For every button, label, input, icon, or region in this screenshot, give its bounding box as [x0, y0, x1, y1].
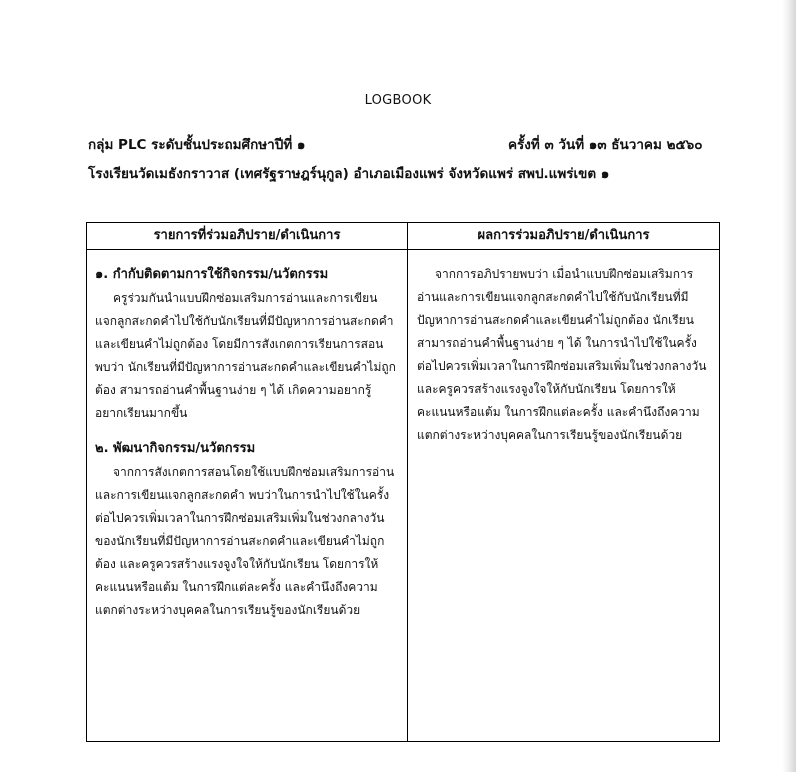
result-text: จากการอภิปรายพบว่า เมื่อนำแบบฝึกซ่อมเสริมการอ่านและการเขียนแจกลูกสะกดคำไปใช้กับนักเรียนที่มีปัญหาการอ่านสะกดคำและเขียนคำไม่ถูกต้อง นักเรียนสามารถอ่านคำพื้นฐานง่าย ๆ ได้ ในการนำไปใช้ในครั้งต่อไปควรเพิ่มเวลาในการฝึกซ่อมเสริมเพิ่มในช่วงกลางวัน และครูควรสร้างแรงจูงใจให้กับนักเรียน โดยการให้คะแนนหรือแต้ม ในการฝึกแต่ละครั้ง และคำนึงถึงความแตกต่างระหว่างบุคคลในการเรียนรู้ของนักเรียนด้วย [417, 267, 707, 442]
section-heading: ๑. กำกับติดตามการใช้กิจกรรม/นวัตกรรม [95, 267, 329, 282]
section-body: ครูร่วมกันนำแบบฝึกซ่อมเสริมการอ่านและการเขียนแจกลูกสะกดคำไปใช้กับนักเรียนที่มีปัญหาการอ่านสะกดคำและเขียนคำไม่ถูกต้อง โดยมีการสังเกตการเรียนการสอน พบว่า นักเรียนที่มีปัญหาการอ่านสะกดคำและเขียนคำไม่ถูกต้อง สามารถอ่านคำพื้นฐานง่าย ๆ ได้ เกิดความอยากรู้ อยากเรียนมากขึ้น [95, 291, 396, 420]
column-header-discussion-items: รายการที่ร่วมอภิปราย/ดำเนินการ [153, 228, 341, 243]
discussion-results-cell [417, 263, 707, 447]
group-heading: กลุ่ม PLC ระดับชั้นประถมศึกษาปีที่ ๑ [88, 137, 306, 153]
header-row-divider [87, 249, 719, 250]
section-body: จากการสังเกตการสอนโดยใช้แบบฝึกซ่อมเสริมการอ่านและการเขียนแจกลูกสะกดคำ พบว่าในการนำไปใช้ในครั้งต่อไปควรเพิ่มเวลาในการฝึกซ่อมเสริมเพิ่มในช่วงกลางวันของนักเรียนที่มีปัญหาการอ่านสะกดคำและเขียนคำไม่ถูกต้อง และครูควรสร้างแรงจูงใจให้กับนักเรียน โดยการให้คะแนนหรือแต้ม ในการฝึกแต่ละครั้ง และคำนึงถึงความแตกต่างระหว่างบุคคลในการเรียนรู้ของนักเรียนด้วย [95, 465, 395, 617]
column-divider [407, 223, 408, 741]
logbook-table [86, 222, 720, 742]
discussion-items-cell [95, 263, 397, 634]
section-heading: ๒. พัฒนากิจกรรม/นวัตกรรม [95, 441, 256, 456]
document-title: LOGBOOK [364, 93, 432, 108]
session-date-heading: ครั้งที่ ๓ วันที่ ๑๓ ธันวาคม ๒๕๖๐ [508, 137, 703, 153]
column-header-discussion-results: ผลการร่วมอภิปราย/ดำเนินการ [477, 228, 650, 243]
page-edge-shadow [782, 0, 796, 772]
school-heading: โรงเรียนวัดเมธังกราวาส (เทศรัฐราษฎร์นุกูล) อำเภอเมืองแพร่ จังหวัดแพร่ สพป.แพร่เขต ๑ [88, 166, 610, 182]
